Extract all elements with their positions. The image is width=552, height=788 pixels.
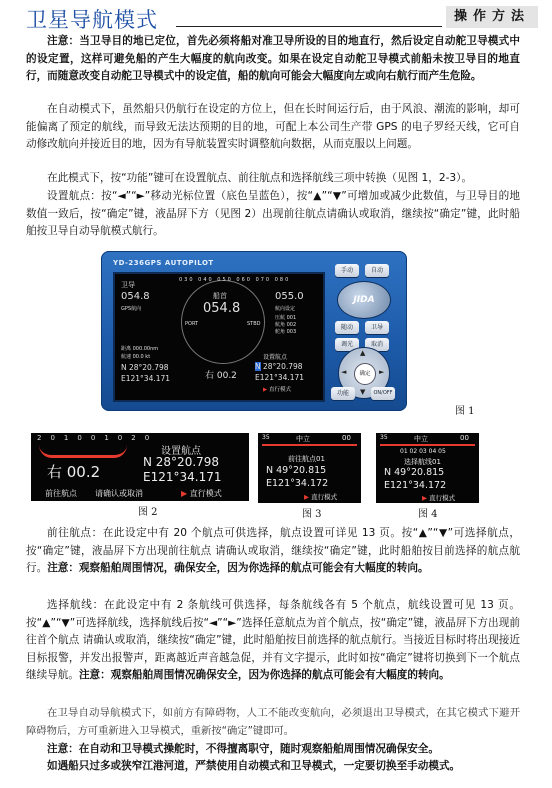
down-arrow-icon[interactable]: ▼: [360, 388, 366, 396]
figure2-caption: 图 2: [138, 507, 158, 518]
screen-info-1: 压航 001: [275, 315, 297, 321]
screen-info-3: 舵角 003: [275, 329, 297, 335]
fig2-title: 设置航点: [161, 446, 201, 457]
fig4-top-right: 00: [460, 434, 469, 442]
screen-range: 距离 000.00nm: [121, 346, 159, 352]
fig2-lon: E121°34.171: [143, 470, 222, 484]
device-brand: YD-236GPS AUTOPILOT: [113, 259, 214, 267]
fig2-lat: N 28°20.798: [143, 455, 220, 469]
figure4-caption: 图 4: [418, 509, 438, 520]
figure3-screen: [258, 433, 361, 503]
figure1-caption: 图 1: [455, 406, 475, 417]
page-header: [26, 4, 538, 30]
screen-heading-label: 船首: [213, 292, 227, 300]
dimmer-button[interactable]: 调光: [335, 338, 359, 351]
gps-nav-button[interactable]: 卫导: [365, 321, 389, 334]
fig4-top-left: 35: [380, 434, 388, 441]
paragraph-goto-waypoint: 前往航点：在此设定中有 20 个航点可供选择，航点设置可详见 13 页。按“▲”“▼”可选择航点，按“确定”键，液晶屏下方出现前往航点 请确认或取消，继续按“确定”键，此时船舶按目前选择的航点航行。注意：观察船舶周围情况，确保安全，因为你选择的航点可能会有大幅度的转向。: [26, 527, 520, 575]
screen-heading-value: 054.8: [203, 301, 241, 316]
warning-paragraph-narrow: 如遇船只过多或狭窄江港河道，严禁使用自动模式和卫导模式，一定要切换至手动模式。: [47, 760, 461, 772]
screen-gps-label: 卫导: [121, 281, 135, 289]
screen-set-lat: N 28°20.798: [255, 362, 303, 371]
paragraph-auto-mode: 在自动模式下，虽然船只仍航行在设定的方位上，但在长时间运行后，由于风浪、潮流的影响，却可能偏离了预定的航线，而导致无法达预期的目的地，可配上本公司生产带 GPS 的电子罗经天线，它可自动修改航向并接近目的地，因为有导航装置实时调整航向数据，从而克服以上问题。: [26, 103, 520, 151]
confirm-button[interactable]: 确定: [354, 363, 376, 385]
fig3-top-right: 00: [342, 434, 351, 442]
mode-triangle-icon: ▶: [422, 494, 427, 502]
screen-rudder: 右 00.2: [205, 371, 237, 381]
fig4-lat: N 49°20.815: [384, 467, 445, 478]
fig3-title: 前往航点01: [288, 455, 325, 463]
warning-paragraph-1: 注意：当卫导目的地已定位，首先必须将船对准卫导所设的目的地直行，然后设定自动舵卫导模式中的设定置，这样可避免船的产生大幅度的航向改变。如果在设定自动舵卫导模式前船未按卫导目的地直行，而随意改变自动舵卫导模式中的设定值，船的航向可能会大幅度向左或向右航行而产生危险。: [26, 35, 520, 83]
fig4-rudder-bar: [380, 444, 475, 446]
auto-button[interactable]: 自动: [365, 264, 389, 277]
screen-gps-course: 054.8: [121, 291, 150, 302]
screen-speed: 航速 00.0 kt: [121, 354, 151, 360]
paragraph-select-route: 选择航线：在此设定中有 2 条航线可供选择，每条航线各有 5 个航点，航线设置可见 13 页。按“▲”“▼”可选择航线，选择航线后按“◄”“►”选择任意航点为首个航点，按“确定”键，液晶屏下方出现前往首个航点 请确认或取消，继续按“确定”键，此时船舶按目前选择的航点航行。当接近目标时将出现接近目标报警，并发出报警声，距离越近声音越急促，并有文字提示，此时如按“确定”键将切换到下一个航点继续导航。注意：观察船舶周围情况确保安全，因为你选择的航点可能会有大幅度的转向。: [26, 599, 520, 682]
screen-gps-unit: GPS航向: [121, 306, 142, 312]
fig4-top-mid: 中立: [414, 435, 428, 443]
fig2-mode: ▶ 直行模式: [181, 489, 222, 498]
figure2-screen: [31, 433, 249, 501]
mode-triangle-icon: ▶: [263, 387, 268, 393]
section-tag: 操作方法: [446, 6, 538, 28]
fig2-prompt: 请确认或取消: [95, 489, 143, 498]
fig3-top-left: 35: [262, 434, 270, 441]
screen-course-set: 055.0: [275, 291, 304, 302]
power-button[interactable]: ON/OFF: [371, 387, 395, 400]
screen-mode: ▶ 直行模式: [263, 387, 291, 393]
fig4-lon: E121°34.172: [384, 480, 447, 491]
brand-logo: JIDA: [337, 281, 391, 319]
function-button[interactable]: 功能: [331, 387, 355, 400]
paragraph-obstacle: 在卫导自动导航模式下，如前方有障碍物，人工不能改变航向，必须退出卫导模式，在其它模式下避开障碍物后，方可重新进入卫导模式，重新按“确定”键即可。: [26, 707, 520, 737]
page-title: 卫星导航模式: [26, 8, 158, 32]
device-screen: [113, 272, 325, 402]
fig2-rudder: 右 00.2: [47, 463, 101, 481]
screen-cursor: N: [255, 362, 261, 371]
right-arrow-icon[interactable]: ►: [379, 368, 385, 376]
follow-button[interactable]: 随动: [335, 321, 359, 334]
mode-triangle-icon: ▶: [304, 493, 309, 501]
cancel-button[interactable]: 取消: [365, 338, 389, 351]
compass-scale: 030 040 050 060 070 080: [179, 277, 291, 283]
screen-set-lon: E121°34.171: [255, 373, 305, 382]
figure4-screen: [376, 433, 479, 503]
screen-course-set-unit: 航向设定: [275, 306, 296, 312]
screen-lon: E121°34.171: [121, 374, 171, 383]
manual-button[interactable]: 手动: [335, 264, 359, 277]
fig2-goto-waypoint: 前往航点: [45, 489, 77, 498]
screen-port-label: PORT: [185, 321, 199, 327]
paragraph-set-waypoint: 设置航点：按“◄”“►”移动光标位置（底色呈蓝色），按“▲”“▼”可增加或减少此数值，与卫导目的地数值一致后，按“确定”键，液晶屏下方（见图 2）出现前往航点请确认或取消，继续按“确定”键，此时船舶按卫导自动导航模式航行。: [26, 190, 520, 238]
fig2-rudder-arc: [39, 445, 127, 458]
screen-stbd-label: STBD: [247, 321, 261, 327]
screen-lat: N 28°20.798: [121, 363, 169, 372]
device-keypad: [327, 259, 399, 405]
warning-paragraph-duty: 注意：在自动和卫导模式操舵时，不得擅离职守，随时观察船舶周围情况确保安全。: [47, 743, 439, 755]
fig3-top-mid: 中立: [296, 435, 310, 443]
mode-triangle-icon: ▶: [181, 489, 188, 498]
up-arrow-icon[interactable]: ▲: [360, 349, 366, 357]
fig3-lon: E121°34.172: [266, 478, 329, 489]
autopilot-device-figure: [101, 251, 407, 411]
fig3-rudder-bar: [262, 444, 357, 446]
fig3-mode: ▶ 直行模式: [304, 493, 338, 501]
fig4-title: 选择航线01: [404, 458, 441, 466]
fig4-mode: ▶ 直行模式: [422, 494, 456, 502]
fig4-route-points: 01 02 03 04 05: [400, 448, 446, 455]
paragraph-function-key: 在此模式下，按“功能”键可在设置航点、前往航点和选择航线三项中转换（见图 1，2-3）。: [47, 172, 473, 184]
title-underline: [176, 26, 442, 27]
fig2-scale: 201001020: [37, 434, 159, 442]
figure3-caption: 图 3: [302, 509, 322, 520]
screen-set-waypoint: 设置航点: [263, 354, 288, 361]
screen-info-2: 航角 002: [275, 322, 297, 328]
fig3-lat: N 49°20.815: [266, 465, 327, 476]
left-arrow-icon[interactable]: ◄: [341, 368, 347, 376]
